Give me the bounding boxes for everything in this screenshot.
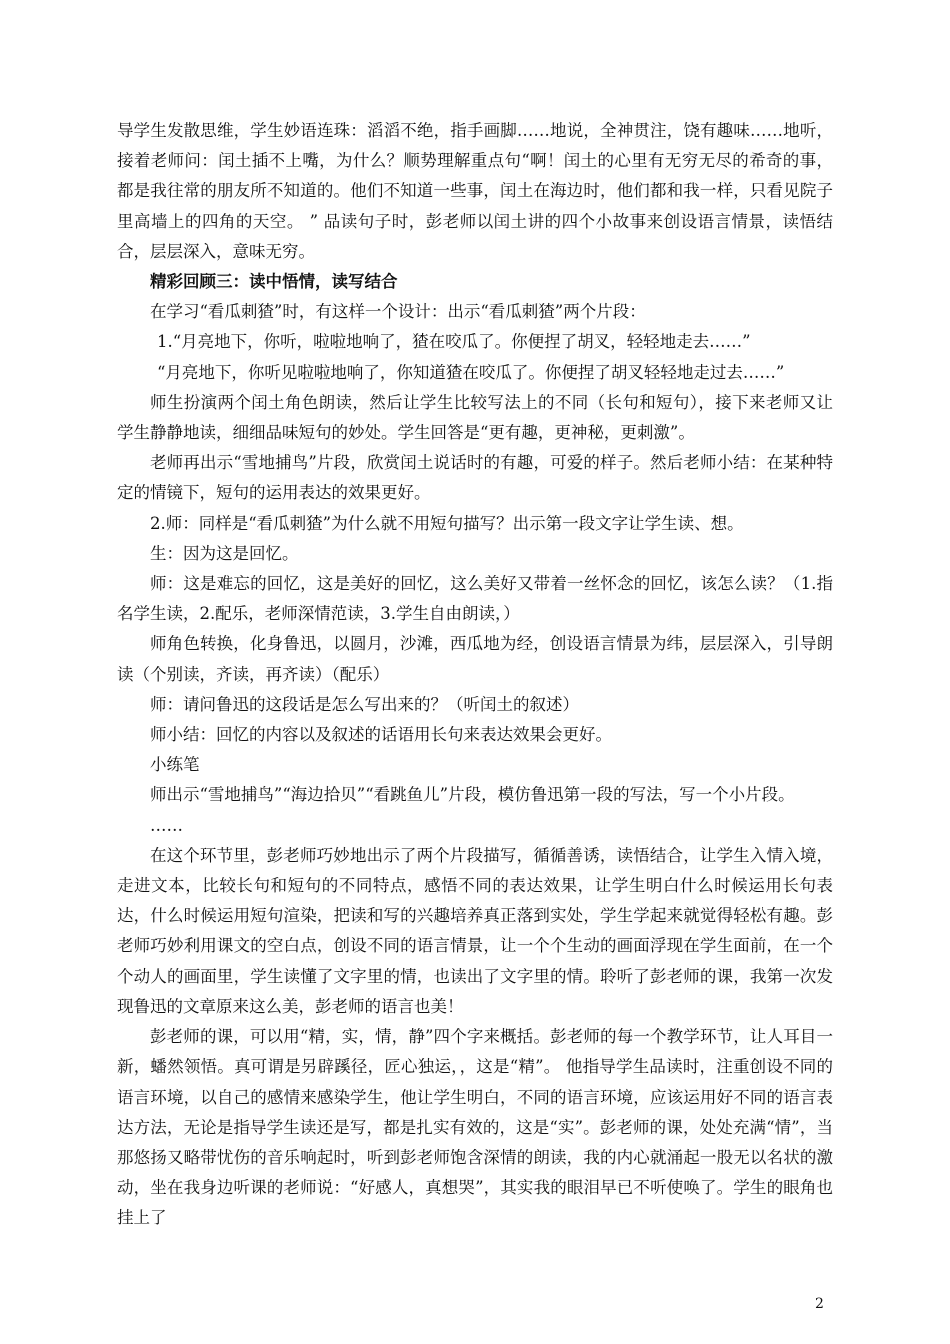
page-number: 2 [815, 1296, 824, 1312]
paragraph-question-2: 2.师：同样是“看瓜刺猹”为什么就不用短句描写？出示第一段文字让学生读、想。 [150, 513, 744, 533]
quote-short-sentences: 1.“月亮地下，你听，啦啦地响了，猹在咬瓜了。你便捏了胡叉，轻轻地走去……” [157, 332, 751, 352]
paragraph-role-reading: 师生扮演两个闰土角色朗读，然后让学生比较写法上的不同（长句和短句），接下来老师又让学生静静地读，细细品味短句的妙处。学生回答是“更有趣，更神秘，更刺激”。 [117, 392, 833, 443]
paragraph-teacher-question: 师：请问鲁迅的这段话是怎么写出来的？（听闰土的叙述） [150, 694, 579, 714]
paragraph-continued-intro: 导学生发散思维，学生妙语连珠：滔滔不绝，指手画脚……地说，全神贯注，饶有趣味……地听，接着老师问：闰土插不上嘴，为什么？顺势理解重点句“啊！闰土的心里有无穷无尽的希奇的事，都是我往常的朋友所不知道的。他们不知道一些事，闰土在海边时，他们都和我一样，只看见院子里高墙上的四角的天空。 ” 品读句子时，彭老师以闰土讲的四个小故事来创设语言情景，读悟结 合，层层深入，意味无穷。 [117, 121, 833, 261]
paragraph-mini-writing-label: 小练笔 [150, 755, 200, 775]
paragraph-reflection: 在这个环节里，彭老师巧妙地出示了两个片段描写，循循善诱，读悟结合，让学生入情入境，走进文本，比较长句和短句的不同特点，感悟不同的表达效果，让学生明白什么时候运用长句表达，什么时候运用短句渲染，把读和写的兴趣培养真正落到实处，学生学起来就觉得轻松有趣。彭老师巧妙利用课文的空白点，创设不同的语言情景，让一个个生动的画面浮现在学生面前，在一个个动人的画面里，学生读懂了文字里的情，也读出了文字里的情。聆听了彭老师的课，我第一次发现鲁迅的文章原来这么美，彭老师的语言也美！ [117, 845, 833, 1016]
paragraph-teacher-memory: 师：这是难忘的回忆，这是美好的回忆，这么美好又带着一丝怀念的回忆，该怎么读？（1.指名学生读，2.配乐，老师深情范读，3.学生自由朗读，） [117, 574, 833, 624]
quote-long-sentences: “月亮地下，你听见啦啦地响了，你知道猹在咬瓜了。你便捏了胡叉轻轻地走过去……” [157, 362, 785, 382]
paragraph-design-intro: 在学习“看瓜刺猹”时，有这样一个设计：出示“看瓜刺猹”两个片段： [150, 302, 646, 322]
paragraph-student-answer: 生：因为这是回忆。 [150, 543, 299, 563]
paragraph-ellipsis: …… [150, 815, 183, 835]
paragraph-teacher-summary: 师小结：回忆的内容以及叙述的话语用长句来表达效果会更好。 [150, 725, 612, 745]
paragraph-role-change: 师角色转换，化身鲁迅，以圆月，沙滩，西瓜地为经，创设语言情景为纬，层层深入，引导朗读（个别读，齐读，再齐读）（配乐） [117, 634, 833, 684]
paragraph-snow-bird: 老师再出示“雪地捕鸟”片段，欣赏闰土说话时的有趣，可爱的样子。然后老师小结：在某种特定的情镜下，短句的运用表达的效果更好。 [117, 453, 833, 503]
document-body [117, 116, 833, 1234]
paragraph-mini-writing-task: 师出示“雪地捕鸟”“海边拾贝”“看跳鱼儿”片段，模仿鲁迅第一段的写法，写一个小片段。 [150, 785, 795, 805]
paragraph-summary: 彭老师的课，可以用“精，实，情，静”四个字来概括。彭老师的每一个教学环节，让人耳目一新，蟠然领悟。真可谓是另辟蹊径，匠心独运，，这是“精”。 他指导学生品读时，注重创设不同的语言环境，以自己的感情来感染学生，他让学生明白，不同的语言环境，应该运用好不同的语言表达方法，无论是指导学生读还是写，都是扎实有效的，这是“实”。彭老师的课，处处充满“情”，当那悠扬又略带忧伤的音乐响起时，听到彭老师饱含深情的朗读，我的内心就涌起一股无以名状的激动，坐在我身边听课的老师说：“好感人，真想哭”，其实我的眼泪早已不听使唤了。学生的眼角也挂上了 [117, 1027, 833, 1228]
section-heading: 精彩回顾三：读中悟情，读写结合 [150, 272, 398, 292]
